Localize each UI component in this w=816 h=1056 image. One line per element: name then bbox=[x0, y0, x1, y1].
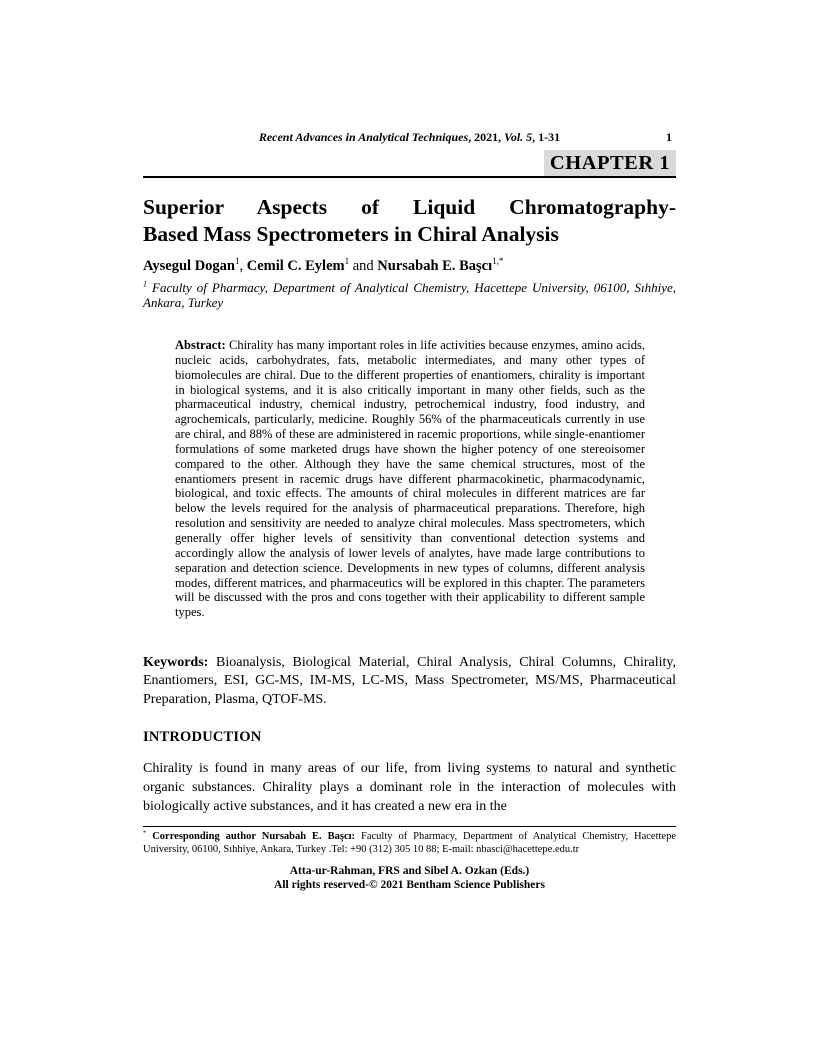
footnote-text: Faculty of Pharmacy, Department of Analytical Chemistry, Hacettepe University, 06100, Sıhhiye, Ankara, Turkey .Tel: +90 (312) 305 10 88; E-mail: nbasci@hacettepe.edu.tr bbox=[143, 831, 676, 855]
copyright-line: All rights reserved-© 2021 Bentham Science Publishers bbox=[274, 879, 545, 891]
book-editors-line: Atta-ur-Rahman, FRS and Sibel A. Ozkan (Eds.) bbox=[289, 865, 530, 877]
author-separator: and bbox=[349, 258, 378, 274]
author-separator: , bbox=[239, 258, 247, 274]
citation-volume: Vol. 5 bbox=[504, 130, 533, 144]
author-name: Nursabah E. Başcı bbox=[377, 258, 493, 274]
citation-year: , 2021, bbox=[468, 130, 505, 144]
title-line-2: Based Mass Spectrometers in Chiral Analysis bbox=[143, 221, 559, 246]
page-number: 1 bbox=[666, 130, 672, 144]
keywords-section bbox=[143, 654, 676, 709]
running-header bbox=[143, 130, 676, 144]
authors-line bbox=[143, 258, 676, 275]
keywords-text: Bioanalysis, Biological Material, Chiral Analysis, Chiral Columns, Chirality, Enantiomers, ESI, GC-MS, IM-MS, LC-MS, Mass Spectrometer, MS/MS, Pharmaceutical Preparation, Plasma, QTOF-MS. bbox=[143, 655, 676, 707]
chapter-header-row bbox=[143, 150, 676, 178]
footnote-marker: * bbox=[143, 829, 147, 837]
author-name: Cemil C. Eylem bbox=[246, 258, 345, 274]
author-name: Aysegul Dogan bbox=[143, 258, 235, 274]
journal-citation bbox=[259, 130, 560, 144]
book-footer bbox=[143, 864, 676, 892]
author-affiliation-marker: 1 bbox=[344, 256, 350, 267]
author-affiliation-marker: 1 bbox=[234, 256, 240, 267]
footnote-divider bbox=[143, 826, 676, 827]
keywords-label: Keywords: bbox=[143, 655, 209, 670]
footnote-label: Corresponding author Nursabah E. Başcı: bbox=[146, 831, 356, 842]
journal-title: Recent Advances in Analytical Techniques bbox=[258, 130, 469, 144]
corresponding-author-footnote bbox=[143, 831, 676, 857]
author-affiliation-marker: 1,* bbox=[492, 256, 504, 267]
abstract-text: Chirality has many important roles in life activities because enzymes, amino acids, nucleic acids, carbohydrates, fats, metabolic intermediates, and many other types of biomolecules are chiral. Due to the different properties of enantiomers, chirality is important in biological systems, and it is also critically important in many other fields, such as the pharmaceutical industry, chemical industry, petrochemical industry, food industry, and agrochemicals, particularly, medicine. Roughly 56% of the pharmaceuticals currently in use are chiral, and 88% of these are administered in racemic proportions, while single-enantiomer formulations of some marketed drugs have shown the higher potency of one stereoisomer compared to the other. Although they have the same chemical structures, most of the enantiomers present in racemic drugs have different pharmacokinetic, pharmacodynamic, biological, and toxic effects. The amounts of chiral molecules in different matrices are far below the levels required for the analysis of pharmaceutical preparations. Therefore, high resolution and sensitivity are needed to analyze chiral molecules. Mass spectrometers, which generally offer higher levels of sensitivity than conventional detection systems and accordingly allow the analysis of lower levels of analytes, have made large contributions to separation and detection science. Developments in new types of columns, different analysis modes, different matrices, and pharmaceutics will be explored in this chapter. The parameters will be discussed with the pros and cons together with their applicability to different sample types. bbox=[175, 338, 645, 620]
paper-title bbox=[143, 194, 676, 247]
abstract-section bbox=[175, 338, 645, 620]
title-line-1: Superior Aspects of Liquid Chromatography- bbox=[143, 195, 676, 219]
chapter-badge: CHAPTER 1 bbox=[544, 150, 676, 176]
affiliation-marker: 1 bbox=[143, 279, 148, 289]
citation-pages: , 1-31 bbox=[532, 130, 561, 144]
affiliation bbox=[143, 281, 676, 310]
affiliation-text: Faculty of Pharmacy, Department of Analytical Chemistry, Hacettepe University, 06100, Sıhhiye, Ankara, Turkey bbox=[143, 280, 676, 310]
abstract-label: Abstract: bbox=[175, 338, 226, 352]
introduction-paragraph: Chirality is found in many areas of our life, from living systems to natural and synthetic organic substances. Chirality plays a dominant role in the interaction of molecules with biologically active substances, and it has created a new era in the bbox=[143, 761, 676, 815]
introduction-heading: INTRODUCTION bbox=[143, 729, 262, 745]
